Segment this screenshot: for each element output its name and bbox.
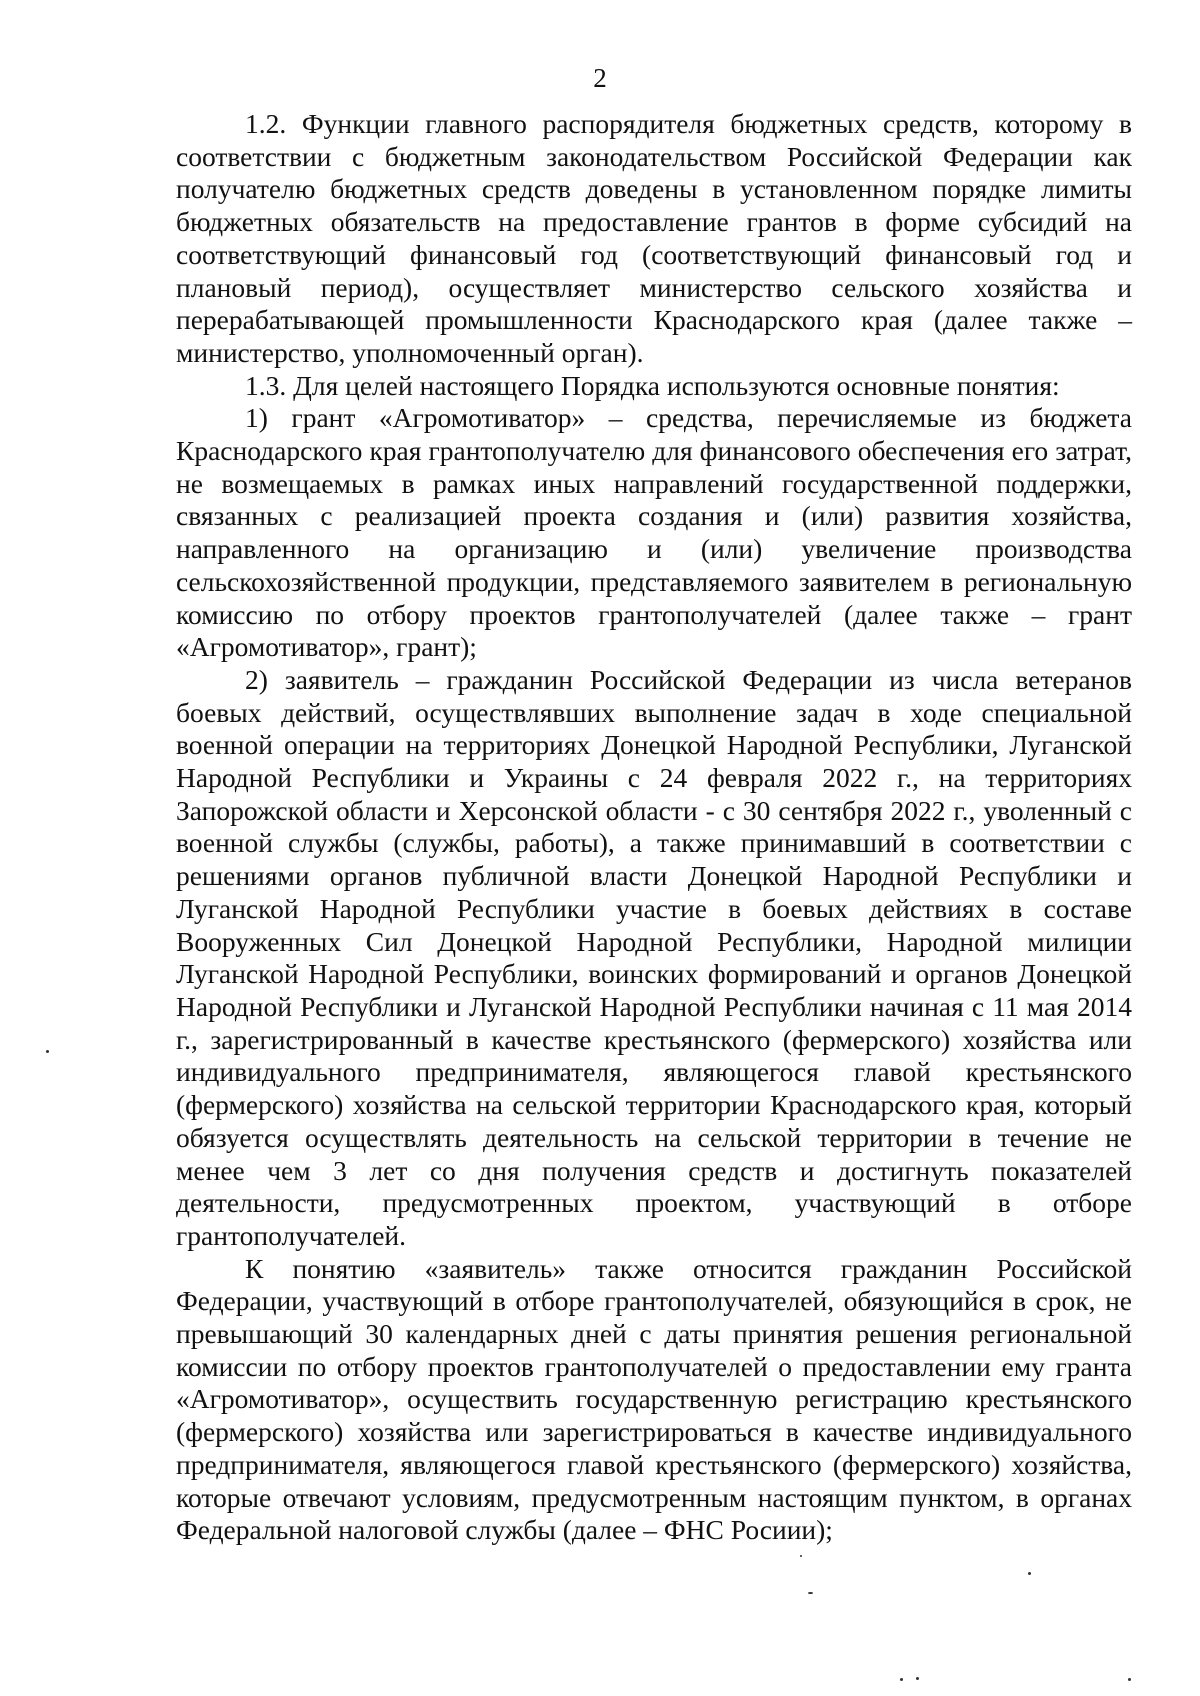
- scan-speck: [916, 1677, 919, 1680]
- paragraph-1-3: 1.3. Для целей настоящего Порядка используются основные понятия:: [245, 369, 1060, 401]
- scan-speck: [900, 1678, 903, 1681]
- scan-speck: [46, 1050, 49, 1053]
- scan-speck: [800, 1555, 802, 1557]
- scan-speck: [1028, 1572, 1031, 1575]
- paragraph-applicant-extension: К понятию «заявитель» также относится гражданин Российской Федерации, участвующий в отборе грантополучателей, обязующийся в срок, не превышающий 30 календарных дней с даты принятия решения региональной комиссии по отбору проектов грантополучателей о предоставлении ему гранта «Агромотиватор», осуществить государственную регистрацию крестьянского (фермерского) хозяйства или зарегистрироваться в качестве индивидуального предпринимателя, являющегося главой крестьянского (фермерского) хозяйства, которые отвечают условиям, предусмотренным настоящим пунктом, в органах Федеральной налоговой службы (далее – ФНС Росиии);: [176, 1252, 1132, 1546]
- scan-speck: [1128, 1678, 1131, 1681]
- scan-speck: [808, 1592, 813, 1594]
- document-body: [176, 108, 1132, 1547]
- page-number: 2: [593, 63, 607, 93]
- paragraph-1-2: 1.2. Функции главного распорядителя бюджетных средств, которому в соответствии с бюджетным законодательством Российской Федерации как получателю бюджетных средств доведены в установленном порядке лимиты бюджетных обязательств на предоставление грантов в форме субсидий на соответствующий финансовый год (соответствующий финансовый год и плановый период), осуществляет министерство сельского хозяйства и перерабатывающей промышленности Краснодарского края (далее также – министерство, уполномоченный орган).: [176, 108, 1132, 368]
- paragraph-definition-grant: 1) грант «Агромотиватор» – средства, перечисляемые из бюджета Краснодарского края грантополучателю для финансового обеспечения его затрат, не возмещаемых в рамках иных направлений государственной поддержки, связанных с реализацией проекта создания и (или) развития хозяйства, направленного на организацию и (или) увеличение производства сельскохозяйственной продукции, представляемого заявителем в региональную комиссию по отбору проектов грантополучателей (далее также – грант «Агромотиватор», грант);: [176, 402, 1132, 663]
- paragraph-definition-applicant: 2) заявитель – гражданин Российской Федерации из числа ветеранов боевых действий, осуществлявших выполнение задач в ходе специальной военной операции на территориях Донецкой Народной Республики, Луганской Народной Республики и Украины с 24 февраля 2022 г., на территориях Запорожской области и Херсонской области - с 30 сентября 2022 г., уволенный с военной службы (службы, работы), а также принимавший в соответствии с решениями органов публичной власти Донецкой Народной Республики и Луганской Народной Республики участие в боевых действиях в составе Вооруженных Сил Донецкой Народной Республики, Народной милиции Луганской Народной Республики, воинских формирований и органов Донецкой Народной Республики и Луганской Народной Республики начиная с 11 мая 2014 г., зарегистрированный в качестве крестьянского (фермерского) хозяйства или индивидуального предпринимателя, являющегося главой крестьянского (фермерского) хозяйства на сельской территории Краснодарского края, который обязуется осуществлять деятельность на сельской территории в течение не менее чем 3 лет со дня получения средств и достигнуть показателей деятельности, предусмотренных проектом, участвующий в отборе грантополучателей.: [176, 663, 1132, 1251]
